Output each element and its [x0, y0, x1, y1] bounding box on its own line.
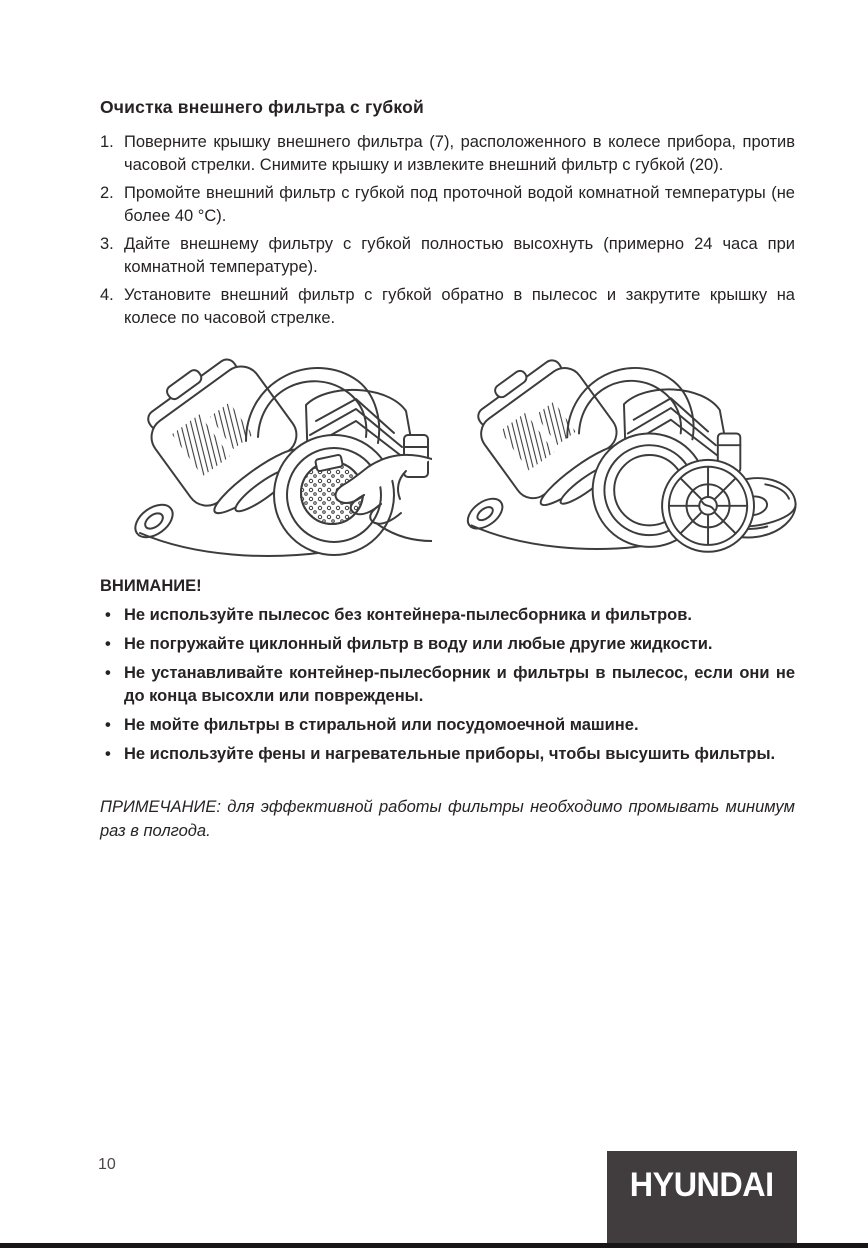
warning-text: Не используйте пылесос без контейнера-пылесборника и фильтров. [124, 606, 692, 624]
bullet-marker: • [105, 744, 111, 763]
warning-text: Не используйте фены и нагревательные приборы, чтобы высушить фильтры. [124, 744, 776, 763]
step-number: 4. [100, 286, 114, 304]
step-number: 2. [100, 184, 114, 202]
warning-title: ВНИМАНИЕ! [100, 577, 202, 595]
step-number: 3. [100, 235, 114, 253]
bullet-marker: • [105, 606, 111, 624]
warning-text: Не мойте фильтры в стиральной или посудомоечной машине. [124, 715, 639, 734]
step-text: Установите внешний фильтр с губкой обратно в пылесос и закрутите крышку на колесе по часовой стрелке. [124, 286, 795, 327]
note-paragraph: ПРИМЕЧАНИЕ: для эффективной работы фильтры необходимо промывать минимум раз в полгода. [100, 798, 795, 840]
step-item-4 [100, 284, 795, 329]
instruction-steps [100, 131, 795, 329]
step-item-2 [100, 182, 795, 227]
warning-text: Не погружайте циклонный фильтр в воду или любые другие жидкости. [124, 635, 713, 653]
bullet-marker: • [105, 635, 111, 653]
warning-text: Не устанавливайте контейнер-пылесборник и фильтры в пылесос, если они не до конца высохли или повреждены. [124, 664, 795, 705]
warning-item-2 [100, 633, 795, 656]
vacuum-filter-parts-exploded-illustration [446, 343, 798, 565]
warning-item-5 [100, 743, 795, 766]
step-item-3 [100, 233, 795, 278]
brand-logo-box [607, 1151, 797, 1243]
step-number: 1. [100, 133, 114, 151]
bullet-marker: • [105, 715, 111, 734]
figures-row [100, 343, 795, 565]
bullet-marker: • [105, 664, 111, 682]
step-text: Поверните крышку внешнего фильтра (7), расположенного в колесе прибора, против часовой стрелки. Снимите крышку и извлеките внешний фильтр с губкой (20). [124, 133, 795, 174]
step-text: Дайте внешнему фильтру с губкой полностью высохнуть (примерно 24 часа при комнатной температуре). [124, 235, 795, 276]
vacuum-filter-removal-by-hand-illustration [110, 343, 432, 565]
step-text: Промойте внешний фильтр с губкой под проточной водой комнатной температуры (не более 40 °C). [124, 184, 795, 225]
warning-item-3 [100, 662, 795, 707]
page-bottom-edge [0, 1243, 868, 1248]
step-item-1 [100, 131, 795, 176]
warning-section [100, 575, 795, 765]
page-number: 10 [98, 1156, 116, 1173]
warning-item-4 [100, 714, 795, 737]
page-content [100, 0, 795, 843]
hyundai-logo: HYUNDAI [630, 1166, 774, 1204]
warning-item-1 [100, 604, 795, 627]
section-heading: Очистка внешнего фильтра с губкой [100, 97, 425, 117]
